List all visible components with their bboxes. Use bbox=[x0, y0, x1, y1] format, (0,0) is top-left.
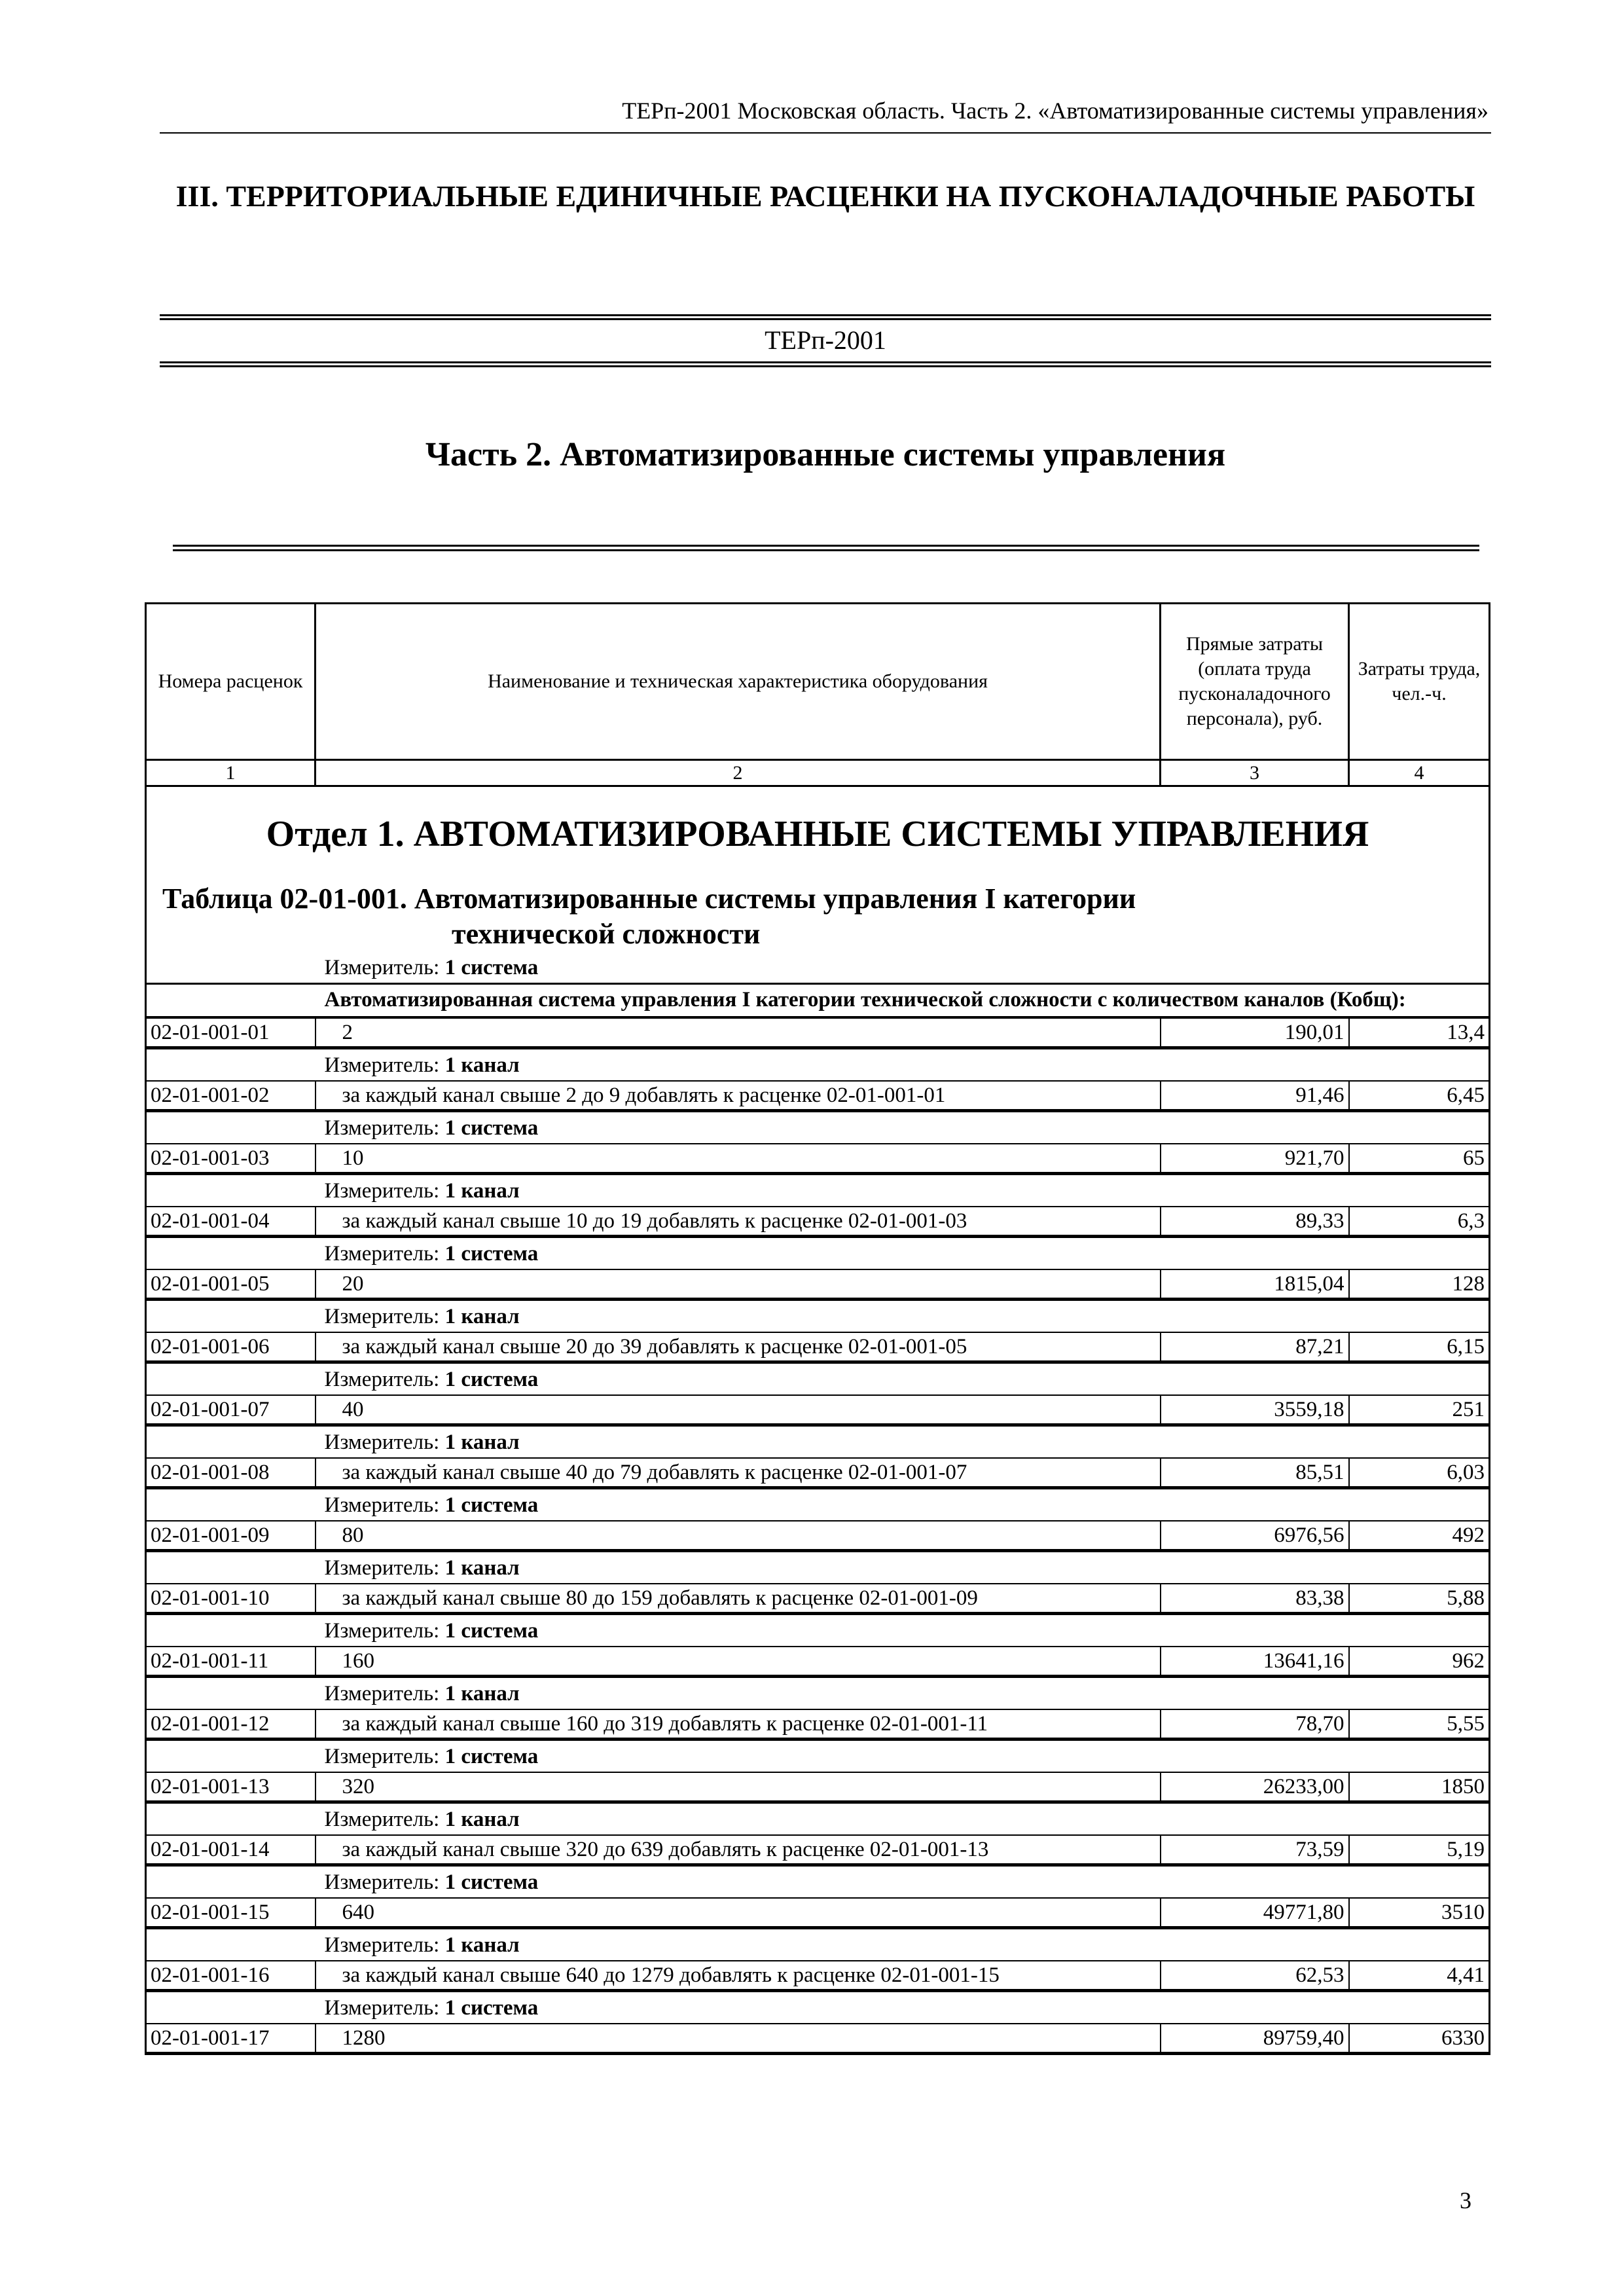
labor-cost: 6,45 bbox=[1349, 1081, 1490, 1111]
table-row bbox=[146, 1521, 1490, 1551]
table-row bbox=[146, 1647, 1490, 1677]
rate-code: 02-01-001-06 bbox=[146, 1332, 316, 1362]
table-row bbox=[146, 1017, 1490, 1048]
meter-label: Измеритель: bbox=[324, 1807, 440, 1831]
meter-value: 1 канал bbox=[444, 1178, 520, 1203]
rate-code: 02-01-001-11 bbox=[146, 1647, 316, 1677]
direct-cost: 190,01 bbox=[1161, 1017, 1349, 1048]
meter-label: Измеритель: bbox=[324, 1178, 440, 1203]
meter-row bbox=[146, 1677, 1490, 1710]
rate-code: 02-01-001-07 bbox=[146, 1395, 316, 1425]
labor-cost: 6,3 bbox=[1349, 1207, 1490, 1237]
labor-cost: 13,4 bbox=[1349, 1017, 1490, 1048]
rate-code: 02-01-001-13 bbox=[146, 1772, 316, 1802]
meter-row bbox=[146, 1614, 1490, 1647]
meter-label: Измеритель: bbox=[324, 1304, 440, 1328]
meter-value: 1 система bbox=[444, 1995, 539, 2020]
labor-cost: 6330 bbox=[1349, 2024, 1490, 2054]
header-cost: Прямые затраты (оплата труда пусконаладочного персонала), руб. bbox=[1161, 604, 1349, 760]
column-number: 3 bbox=[1161, 760, 1349, 786]
table-row bbox=[146, 1144, 1490, 1174]
meter-value: 1 система bbox=[444, 1241, 539, 1266]
header-name: Наименование и техническая характеристика оборудования bbox=[316, 604, 1161, 760]
item-name: за каждый канал свыше 20 до 39 добавлять к расценке 02-01-001-05 bbox=[316, 1332, 1161, 1362]
meter-value: 1 канал bbox=[444, 1053, 520, 1077]
running-header: ТЕРп-2001 Московская область. Часть 2. «Автоматизированные системы управления» bbox=[622, 98, 1489, 124]
meter-value: 1 система bbox=[444, 1870, 539, 1894]
labor-cost: 6,15 bbox=[1349, 1332, 1490, 1362]
direct-cost: 62,53 bbox=[1161, 1961, 1349, 1991]
meter-value: 1 канал bbox=[444, 1430, 520, 1454]
direct-cost: 89,33 bbox=[1161, 1207, 1349, 1237]
meter-row bbox=[146, 1048, 1490, 1082]
meter-value: 1 система bbox=[444, 1367, 539, 1391]
code-title: ТЕРп-2001 bbox=[765, 325, 886, 355]
meter-value: 1 канал bbox=[444, 1304, 520, 1328]
labor-cost: 5,19 bbox=[1349, 1835, 1490, 1865]
meter-label: Измеритель: bbox=[324, 1367, 440, 1391]
page-number: 3 bbox=[1460, 2187, 1471, 2214]
column-numbers-row bbox=[146, 760, 1490, 786]
table-row bbox=[146, 1395, 1490, 1425]
table-row bbox=[146, 1835, 1490, 1865]
direct-cost: 921,70 bbox=[1161, 1144, 1349, 1174]
item-name: за каждый канал свыше 10 до 19 добавлять к расценке 02-01-001-03 bbox=[316, 1207, 1161, 1237]
item-name: 80 bbox=[316, 1521, 1161, 1551]
labor-cost: 4,41 bbox=[1349, 1961, 1490, 1991]
meter-value: 1 канал bbox=[444, 1933, 520, 1957]
header-divider bbox=[160, 132, 1491, 134]
meter-label: Измеритель: bbox=[324, 1556, 440, 1580]
table-row bbox=[146, 1207, 1490, 1237]
rate-code: 02-01-001-15 bbox=[146, 1898, 316, 1928]
meter-value: 1 канал bbox=[444, 1807, 520, 1831]
labor-cost: 1850 bbox=[1349, 1772, 1490, 1802]
item-name: за каждый канал свыше 640 до 1279 добавлять к расценке 02-01-001-15 bbox=[316, 1961, 1161, 1991]
rate-code: 02-01-001-05 bbox=[146, 1269, 316, 1300]
table-header-row bbox=[146, 604, 1490, 760]
table-row bbox=[146, 1898, 1490, 1928]
meter-row bbox=[146, 1111, 1490, 1144]
meter-row bbox=[146, 1174, 1490, 1207]
rate-code: 02-01-001-02 bbox=[146, 1081, 316, 1111]
labor-cost: 3510 bbox=[1349, 1898, 1490, 1928]
direct-cost: 91,46 bbox=[1161, 1081, 1349, 1111]
meter-value: 1 система bbox=[444, 1618, 539, 1643]
direct-cost: 83,38 bbox=[1161, 1584, 1349, 1614]
direct-cost: 13641,16 bbox=[1161, 1647, 1349, 1677]
meter-value: 1 канал bbox=[444, 1681, 520, 1705]
table-title bbox=[147, 881, 1489, 952]
item-name: за каждый канал свыше 320 до 639 добавлять к расценке 02-01-001-13 bbox=[316, 1835, 1161, 1865]
meter-value: 1 канал bbox=[444, 1556, 520, 1580]
item-name: 640 bbox=[316, 1898, 1161, 1928]
labor-cost: 5,55 bbox=[1349, 1709, 1490, 1740]
meter-label: Измеритель: bbox=[324, 1995, 440, 2020]
direct-cost: 89759,40 bbox=[1161, 2024, 1349, 2054]
double-rule-part bbox=[173, 545, 1479, 551]
direct-cost: 78,70 bbox=[1161, 1709, 1349, 1740]
labor-cost: 6,03 bbox=[1349, 1458, 1490, 1488]
item-name: 160 bbox=[316, 1647, 1161, 1677]
meter-row bbox=[146, 1740, 1490, 1773]
meter-row bbox=[146, 1362, 1490, 1396]
part-title: Часть 2. Автоматизированные системы управления bbox=[425, 436, 1226, 473]
meter-label: Измеритель: bbox=[324, 1744, 440, 1768]
table-row bbox=[146, 1081, 1490, 1111]
table-row bbox=[146, 1332, 1490, 1362]
meter-label: Измеритель: bbox=[324, 1053, 440, 1077]
meter-row bbox=[146, 1425, 1490, 1459]
item-name: за каждый канал свыше 80 до 159 добавлять к расценке 02-01-001-09 bbox=[316, 1584, 1161, 1614]
group-heading-row bbox=[146, 984, 1490, 1018]
direct-cost: 6976,56 bbox=[1161, 1521, 1349, 1551]
direct-cost: 3559,18 bbox=[1161, 1395, 1349, 1425]
column-number: 1 bbox=[146, 760, 316, 786]
table-row bbox=[146, 1772, 1490, 1802]
meter-label: Измеритель: bbox=[324, 1681, 440, 1705]
labor-cost: 65 bbox=[1349, 1144, 1490, 1174]
rate-code: 02-01-001-14 bbox=[146, 1835, 316, 1865]
meter-row bbox=[146, 1865, 1490, 1899]
double-rule-bottom bbox=[160, 361, 1491, 367]
table-title-line2: технической сложности bbox=[452, 918, 761, 950]
meter-value: 1 система bbox=[444, 1744, 539, 1768]
direct-cost: 85,51 bbox=[1161, 1458, 1349, 1488]
meter-label: Измеритель: bbox=[324, 1618, 440, 1643]
meter-row bbox=[146, 1551, 1490, 1584]
meter-label: Измеритель: bbox=[324, 1116, 440, 1140]
meter-row bbox=[146, 952, 1490, 984]
section-heading-row bbox=[146, 786, 1490, 953]
meter-row bbox=[146, 1928, 1490, 1961]
header-codes: Номера расценок bbox=[146, 604, 316, 760]
item-name: за каждый канал свыше 160 до 319 добавлять к расценке 02-01-001-11 bbox=[316, 1709, 1161, 1740]
meter-value: 1 система bbox=[444, 1116, 539, 1140]
item-name: за каждый канал свыше 2 до 9 добавлять к расценке 02-01-001-01 bbox=[316, 1081, 1161, 1111]
rate-code: 02-01-001-04 bbox=[146, 1207, 316, 1237]
rate-code: 02-01-001-12 bbox=[146, 1709, 316, 1740]
main-title: III. ТЕРРИТОРИАЛЬНЫЕ ЕДИНИЧНЫЕ РАСЦЕНКИ НА ПУСКОНАЛАДОЧНЫЕ РАБОТЫ bbox=[175, 179, 1475, 213]
meter-row bbox=[146, 1300, 1490, 1333]
labor-cost: 5,88 bbox=[1349, 1584, 1490, 1614]
rate-code: 02-01-001-17 bbox=[146, 2024, 316, 2054]
department-title: Отдел 1. АВТОМАТИЗИРОВАННЫЕ СИСТЕМЫ УПРАВЛЕНИЯ bbox=[266, 814, 1369, 854]
rate-code: 02-01-001-16 bbox=[146, 1961, 316, 1991]
item-name: за каждый канал свыше 40 до 79 добавлять к расценке 02-01-001-07 bbox=[316, 1458, 1161, 1488]
table-row bbox=[146, 2024, 1490, 2054]
column-number: 4 bbox=[1349, 760, 1490, 786]
rates-table bbox=[145, 602, 1489, 2055]
rate-code: 02-01-001-01 bbox=[146, 1017, 316, 1048]
direct-cost: 73,59 bbox=[1161, 1835, 1349, 1865]
rate-code: 02-01-001-10 bbox=[146, 1584, 316, 1614]
meter-row bbox=[146, 1991, 1490, 2024]
table-row bbox=[146, 1458, 1490, 1488]
labor-cost: 492 bbox=[1349, 1521, 1490, 1551]
direct-cost: 26233,00 bbox=[1161, 1772, 1349, 1802]
rate-code: 02-01-001-03 bbox=[146, 1144, 316, 1174]
meter-value: 1 система bbox=[444, 955, 539, 979]
item-name: 40 bbox=[316, 1395, 1161, 1425]
meter-row bbox=[146, 1488, 1490, 1522]
item-name: 2 bbox=[316, 1017, 1161, 1048]
table-row bbox=[146, 1269, 1490, 1300]
item-name: 1280 bbox=[316, 2024, 1161, 2054]
direct-cost: 1815,04 bbox=[1161, 1269, 1349, 1300]
labor-cost: 251 bbox=[1349, 1395, 1490, 1425]
header-labor: Затраты труда, чел.-ч. bbox=[1349, 604, 1490, 760]
direct-cost: 87,21 bbox=[1161, 1332, 1349, 1362]
group-heading: Автоматизированная система управления I категории технической сложности с количеством каналов (Кобщ): bbox=[316, 984, 1490, 1018]
meter-label: Измеритель: bbox=[324, 1493, 440, 1517]
meter-row bbox=[146, 1802, 1490, 1836]
labor-cost: 128 bbox=[1349, 1269, 1490, 1300]
item-name: 10 bbox=[316, 1144, 1161, 1174]
column-number: 2 bbox=[316, 760, 1161, 786]
table-title-line1: Таблица 02-01-001. Автоматизированные системы управления I категории bbox=[162, 883, 1136, 915]
labor-cost: 962 bbox=[1349, 1647, 1490, 1677]
rate-code: 02-01-001-08 bbox=[146, 1458, 316, 1488]
double-rule-top bbox=[160, 314, 1491, 320]
rate-code: 02-01-001-09 bbox=[146, 1521, 316, 1551]
table-row bbox=[146, 1961, 1490, 1991]
meter-row bbox=[146, 1237, 1490, 1270]
table-row bbox=[146, 1709, 1490, 1740]
meter-label: Измеритель: bbox=[324, 1241, 440, 1266]
item-name: 320 bbox=[316, 1772, 1161, 1802]
direct-cost: 49771,80 bbox=[1161, 1898, 1349, 1928]
table-row bbox=[146, 1584, 1490, 1614]
meter-label: Измеритель: bbox=[324, 955, 440, 979]
meter-label: Измеритель: bbox=[324, 1933, 440, 1957]
meter-value: 1 система bbox=[444, 1493, 539, 1517]
meter-label: Измеритель: bbox=[324, 1430, 440, 1454]
item-name: 20 bbox=[316, 1269, 1161, 1300]
meter-label: Измеритель: bbox=[324, 1870, 440, 1894]
